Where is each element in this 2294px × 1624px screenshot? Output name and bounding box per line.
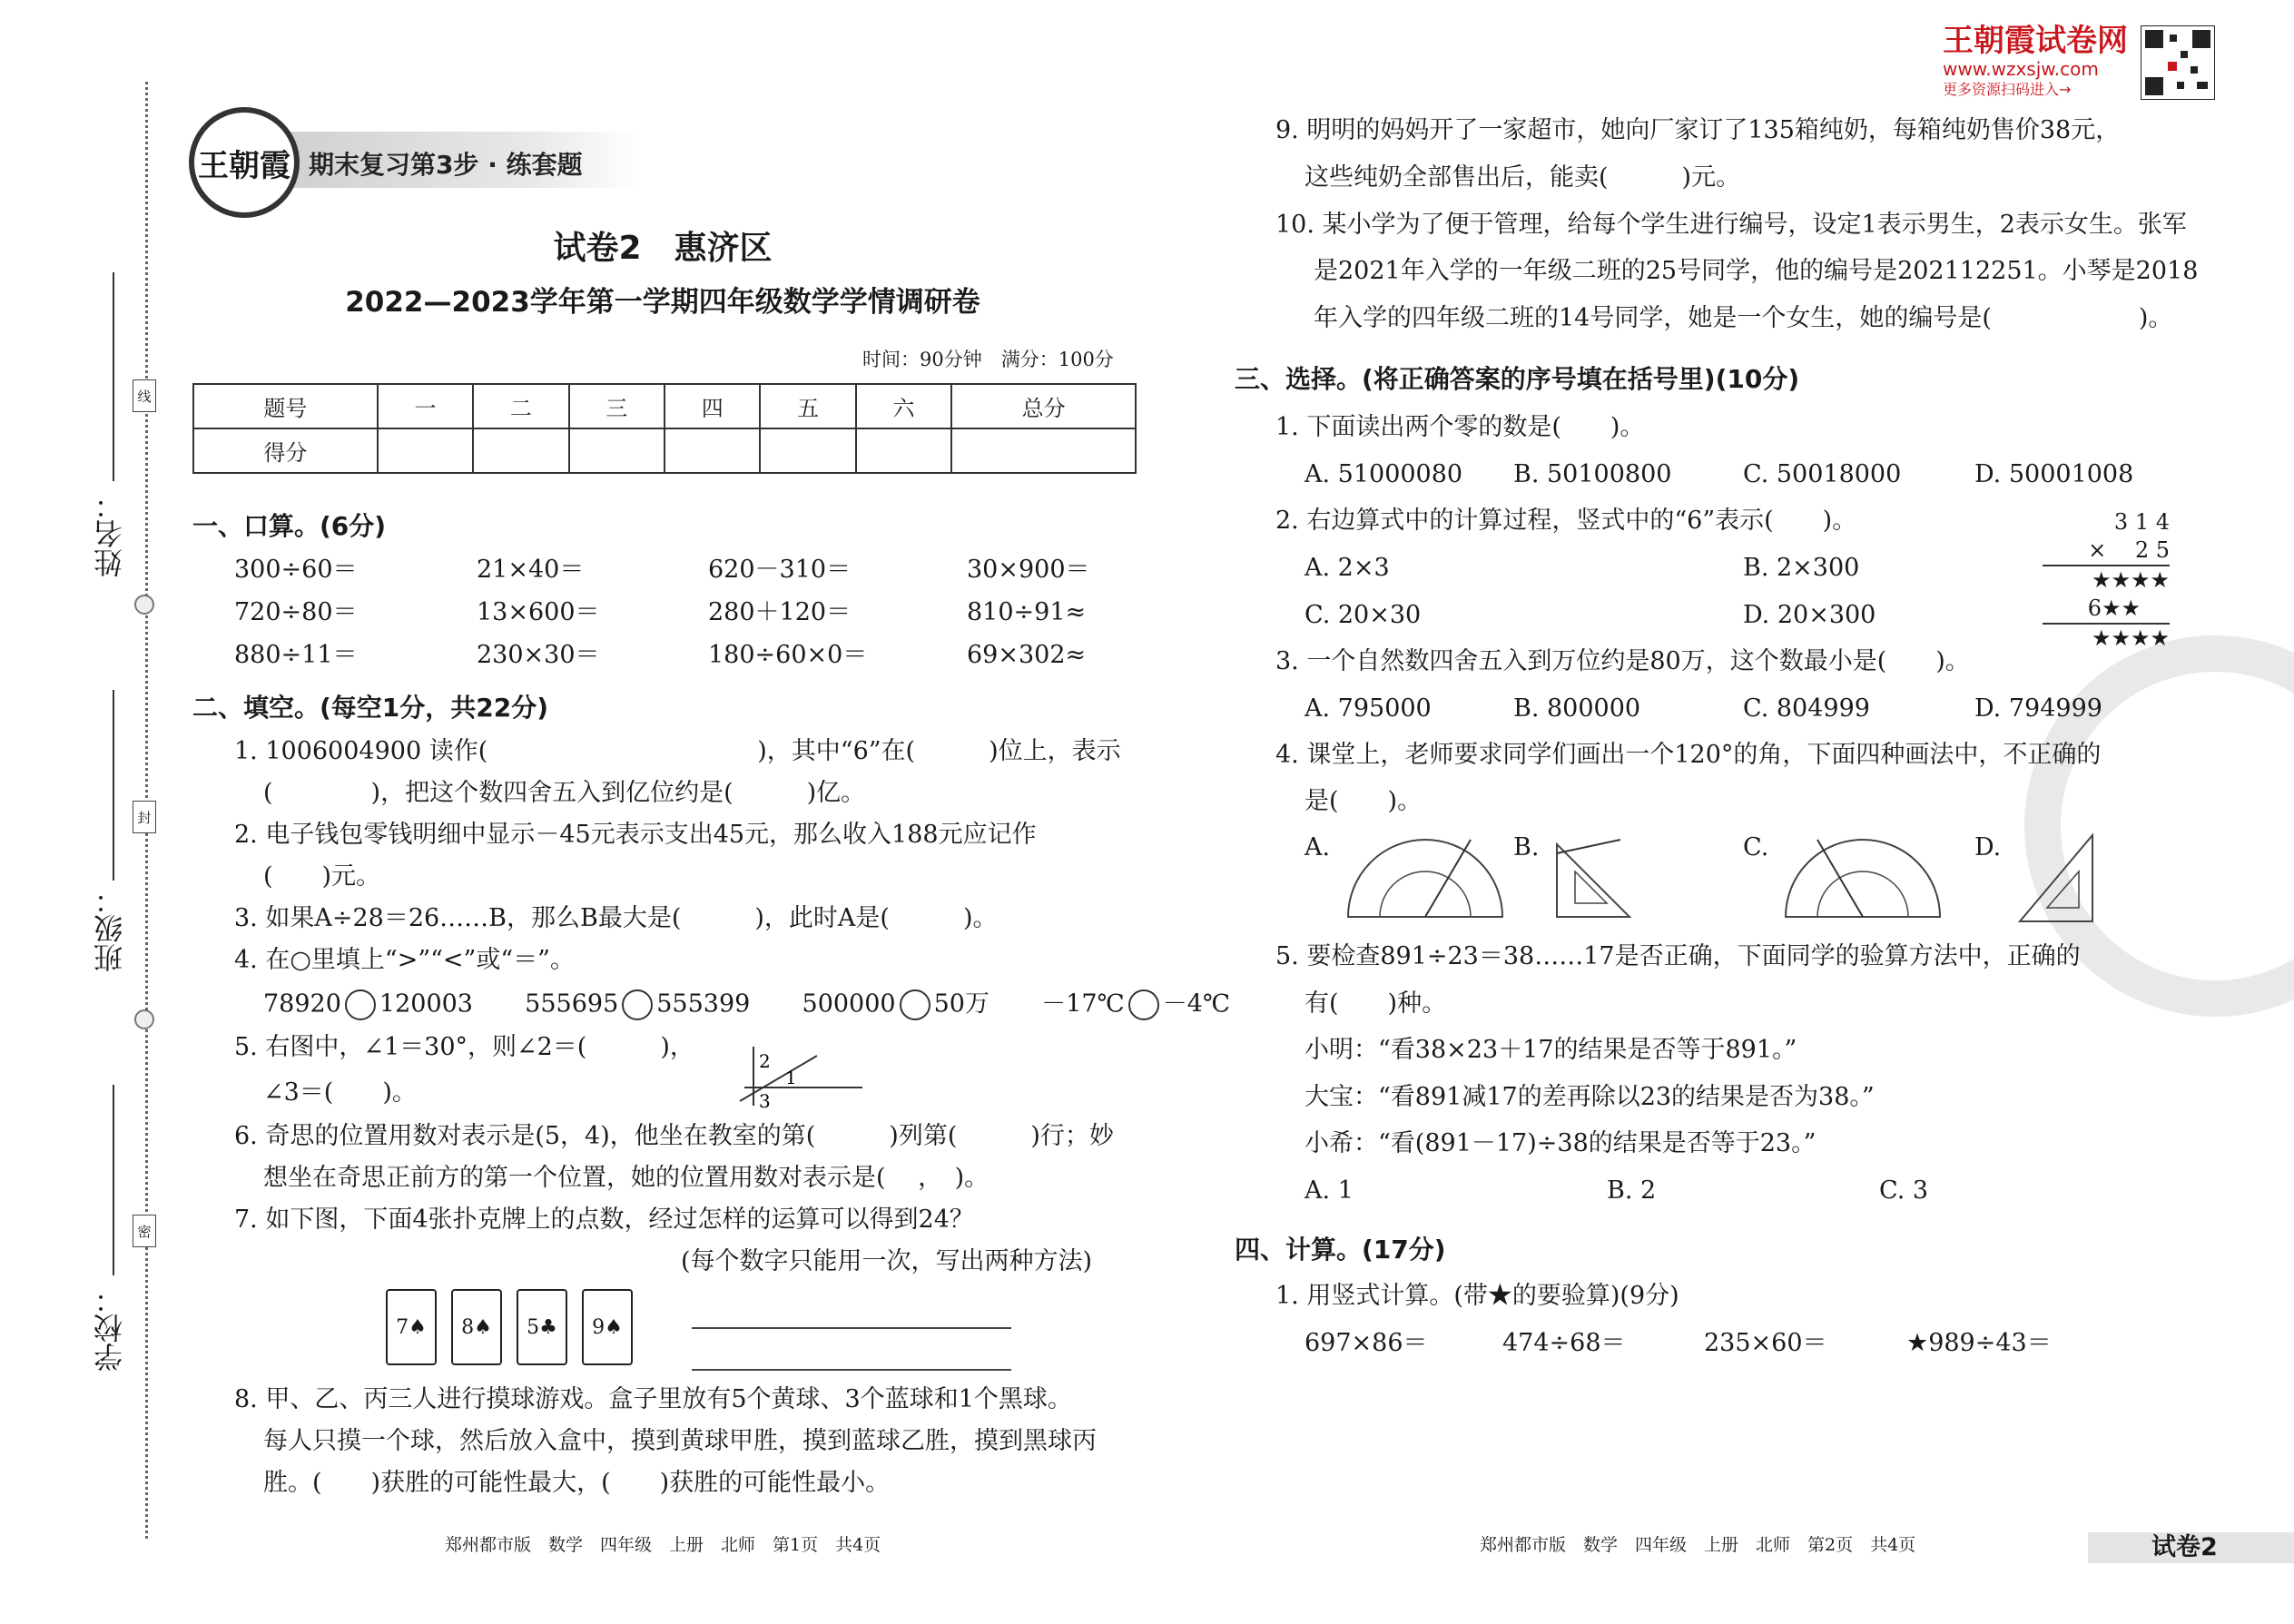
calc-item: 235×60＝ [1704, 1329, 1827, 1357]
fill-q5-line2: ∠3＝( )。 [263, 1078, 417, 1107]
fill-q1-line1: 1. 1006004900 读作( )，其中“6”在( )位上，表示 [234, 737, 1121, 765]
section-4-title: 四、计算。(17分) [1235, 1235, 1446, 1265]
angle-figure [735, 1042, 871, 1110]
paper-subtitle: 2022—2023学年第一学期四年级数学学情调研卷 [345, 286, 980, 319]
poker-card [386, 1289, 437, 1365]
compare-left: －17℃ [1041, 989, 1125, 1019]
qr-code-icon[interactable] [2141, 25, 2215, 100]
fill-q9-line2: 这些纯奶全部售出后，能卖( )元。 [1305, 163, 1741, 192]
fill-q2-line2: ( )元。 [263, 862, 381, 891]
compare-right: 120003 [379, 989, 473, 1019]
vm-row: 3 1 4 [2113, 509, 2170, 535]
mental-item: 300÷60＝ [234, 556, 358, 584]
score-input-cell[interactable] [665, 428, 760, 473]
vm-row: × 2 5 [2043, 536, 2170, 566]
choice-option[interactable]: D. 794999 [1974, 694, 2102, 723]
fill-q10-line3: 年入学的四年级二班的14号同学，她是一个女生，她的编号是( )。 [1314, 304, 2173, 332]
fill-q10-line2: 是2021年入学的一年级二班的25号同学，他的编号是202112251。小琴是2018 [1314, 257, 2199, 285]
choice-option[interactable]: C. 804999 [1743, 694, 1870, 723]
protractor-icon [1344, 831, 1507, 921]
binding-ring-icon [134, 595, 154, 615]
fill-q5-line1: 5. 右图中，∠1＝30°，则∠2＝( )， [234, 1033, 694, 1061]
choice-option[interactable]: B. 50100800 [1513, 460, 1672, 488]
compare-right: 555399 [656, 989, 751, 1019]
fill-q3: 3. 如果A÷28＝26……B，那么B最大是( )，此时A是( )。 [234, 904, 998, 932]
answer-line[interactable] [692, 1327, 1011, 1329]
brand-logo [189, 107, 300, 218]
compare-circle[interactable] [622, 989, 653, 1020]
name-label: 姓名： [93, 490, 127, 577]
score-cell: 一 [378, 384, 473, 428]
choice-q5-line2: 有( )种。 [1305, 989, 1447, 1018]
choice-q1: 1. 下面读出两个零的数是( )。 [1275, 413, 1645, 441]
choice-option[interactable]: D. 50001008 [1974, 460, 2134, 488]
vertical-multiplication [2043, 508, 2170, 653]
compare-circle[interactable] [345, 989, 376, 1020]
vm-row: 6★★ [2043, 595, 2170, 625]
fill-q8-line2: 每人只摸一个球，然后放入盒中，摸到黄球甲胜，摸到蓝球乙胜，摸到黑球丙 [263, 1427, 1097, 1455]
mental-item: 21×40＝ [477, 556, 585, 584]
angle-label-2: 2 [759, 1050, 771, 1072]
choice-option[interactable]: A. 1 [1305, 1176, 1354, 1205]
poker-card [582, 1289, 633, 1365]
section-2-title: 二、填空。(每空1分，共22分) [192, 693, 549, 723]
score-input-cell[interactable] [569, 428, 665, 473]
choice-option[interactable]: A. 51000080 [1305, 460, 1463, 488]
choice-option[interactable]: B. [1513, 833, 1540, 861]
school-label: 学校： [93, 1284, 127, 1372]
choice-q3: 3. 一个自然数四舍五入到万位约是80万，这个数最小是( )。 [1275, 647, 1970, 675]
choice-q5-line1: 5. 要检查891÷23＝38……17是否正确，下面同学的验算方法中，正确的 [1275, 942, 2081, 970]
mental-item: 720÷80＝ [234, 598, 358, 626]
poker-card [451, 1289, 502, 1365]
mental-item: 280＋120＝ [708, 598, 852, 626]
score-table [192, 383, 1137, 474]
angle-label-1: 1 [785, 1067, 797, 1088]
mental-item: 880÷11＝ [234, 641, 358, 669]
fill-q8-line3: 胜。( )获胜的可能性最大，( )获胜的可能性最小。 [263, 1469, 891, 1497]
class-label: 班级： [93, 885, 127, 972]
score-input-cell[interactable] [473, 428, 568, 473]
choice-option[interactable]: C. 50018000 [1743, 460, 1902, 488]
class-blank-line[interactable] [113, 690, 114, 881]
mental-item: 810÷91≈ [967, 598, 1087, 626]
binding-mark-line: 线 [133, 379, 156, 412]
fill-q7: 7. 如下图，下面4张扑克牌上的点数，经过怎样的运算可以得到24？ [234, 1206, 974, 1234]
choice-q5-xiaoxi: 小希：“看(891－17)÷38的结果是否等于23。” [1305, 1129, 1816, 1157]
score-cell: 五 [760, 384, 855, 428]
footer-left: 郑州都市版 数学 四年级 上册 北师 第1页 共4页 [445, 1535, 881, 1555]
choice-option[interactable]: A. [1305, 833, 1331, 861]
choice-q5-xiaoming: 小明：“看38×23＋17的结果是否等于891。” [1305, 1036, 1797, 1064]
score-input-cell[interactable] [951, 428, 1136, 473]
choice-q5-dabao: 大宝：“看891减17的差再除以23的结果是否为38。” [1305, 1083, 1875, 1111]
compare-left: 78920 [263, 989, 341, 1019]
choice-option[interactable]: A. 2×3 [1305, 554, 1390, 582]
vm-row: ★★★★ [2091, 567, 2170, 593]
choice-option[interactable]: C. 20×30 [1305, 601, 1422, 629]
choice-option[interactable]: C. 3 [1879, 1176, 1929, 1205]
choice-option[interactable]: D. [1974, 833, 2002, 861]
mental-item: 30×900＝ [967, 556, 1090, 584]
choice-option[interactable]: B. 800000 [1513, 694, 1641, 723]
fill-q2-line1: 2. 电子钱包零钱明细中显示－45元表示支出45元，那么收入188元应记作 [234, 821, 1037, 849]
fill-q4: 4. 在○里填上“>”“<”或“＝”。 [234, 946, 575, 974]
fill-q1-line2: ( )，把这个数四舍五入到亿位约是( )亿。 [263, 779, 866, 807]
fill-q8-line1: 8. 甲、乙、丙三人进行摸球游戏。盒子里放有5个黄球、3个蓝球和1个黑球。 [234, 1385, 1072, 1413]
calc-q1: 1. 用竖式计算。(带★的要验算)(9分) [1275, 1282, 1679, 1310]
paper-title: 试卷2 惠济区 [553, 230, 773, 267]
fill-q7-note: (每个数字只能用一次，写出两种方法) [681, 1247, 1093, 1275]
score-cell: 四 [665, 384, 760, 428]
mental-item: 180÷60×0＝ [708, 641, 868, 669]
compare-right: －4℃ [1162, 989, 1231, 1019]
section-1-title: 一、口算。(6分) [192, 511, 387, 541]
answer-line[interactable] [692, 1369, 1011, 1371]
binding-mark-secret: 密 [133, 1215, 156, 1247]
logo-text: 王朝霞 [198, 147, 290, 184]
choice-q2: 2. 右边算式中的计算过程，竖式中的“6”表示( )。 [1275, 507, 1857, 535]
card-face: 7♠ [396, 1315, 427, 1339]
choice-option[interactable]: C. [1743, 833, 1769, 861]
compare-circle[interactable] [1128, 989, 1159, 1020]
binding-ring-icon [134, 1009, 154, 1029]
paper-meta: 时间：90分钟 满分：100分 [862, 349, 1114, 370]
compare-left: 555695 [525, 989, 619, 1019]
score-cell: 得分 [193, 428, 378, 473]
mental-item: 13×600＝ [477, 598, 600, 626]
compare-left: 500000 [802, 989, 896, 1019]
score-input-cell[interactable] [760, 428, 855, 473]
choice-option[interactable]: B. 2 [1607, 1176, 1657, 1205]
compare-circle[interactable] [900, 989, 930, 1020]
mental-item: 620－310＝ [708, 556, 852, 584]
set-square-icon [2011, 831, 2102, 926]
score-cell: 三 [569, 384, 665, 428]
choice-q4-line2: 是( )。 [1305, 787, 1423, 815]
fill-q9-line1: 9. 明明的妈妈开了一家超市，她向厂家订了135箱纯奶，每箱纯奶售价38元， [1275, 116, 2121, 144]
fill-q6-line2: 想坐在奇思正前方的第一个位置，她的位置用数对表示是( ， )。 [263, 1164, 989, 1192]
protractor-icon [1781, 831, 1944, 921]
banner-text: 期末复习第3步 · 练套题 [309, 150, 583, 180]
calc-item: 697×86＝ [1305, 1329, 1428, 1357]
calc-item: ★989÷43＝ [1906, 1329, 2052, 1357]
vm-row: ★★★★ [2091, 625, 2170, 651]
calc-item: 474÷68＝ [1502, 1329, 1626, 1357]
set-square-icon [1548, 835, 1639, 926]
card-face: 9♠ [592, 1315, 623, 1339]
fill-q6-line1: 6. 奇思的位置用数对表示是(5，4)，他坐在教室的第( )列第( )行；妙 [234, 1122, 1114, 1150]
choice-option[interactable]: B. 2×300 [1743, 554, 1860, 582]
footer-right: 郑州都市版 数学 四年级 上册 北师 第2页 共4页 [1480, 1535, 1916, 1555]
compare-right: 50万 [933, 989, 989, 1019]
mental-item: 230×30＝ [477, 641, 600, 669]
poker-card [517, 1289, 567, 1365]
angle-label-3: 3 [759, 1090, 771, 1110]
score-cell: 总分 [951, 384, 1136, 428]
brand-tagline: 更多资源扫码进入→ [1943, 81, 2072, 98]
brand-url[interactable]: www.wzxsjw.com [1943, 58, 2099, 80]
compare-row [263, 989, 1230, 1020]
score-row-values[interactable] [193, 428, 1136, 473]
mental-item: 69×302≈ [967, 641, 1087, 669]
choice-q4-line1: 4. 课堂上，老师要求同学们画出一个120°的角，下面四种画法中，不正确的 [1275, 741, 2102, 769]
card-face: 5♣ [527, 1315, 557, 1339]
choice-option[interactable]: D. 20×300 [1743, 601, 1876, 629]
fill-q10-line1: 10. 某小学为了便于管理，给每个学生进行编号，设定1表示男生，2表示女生。张军 [1275, 211, 2187, 239]
score-cell: 六 [856, 384, 951, 428]
angle-line-diagonal [740, 1056, 817, 1101]
score-input-cell[interactable] [378, 428, 473, 473]
footer-badge: 试卷2 [2151, 1533, 2218, 1561]
score-cell: 题号 [193, 384, 378, 428]
score-cell: 二 [473, 384, 568, 428]
choice-option[interactable]: A. 795000 [1305, 694, 1432, 723]
school-blank-line[interactable] [113, 1085, 114, 1275]
brand-name: 王朝霞试卷网 [1943, 23, 2128, 59]
score-input-cell[interactable] [856, 428, 951, 473]
binding-mark-seal: 封 [133, 801, 156, 833]
section-3-title: 三、选择。(将正确答案的序号填在括号里)(10分) [1235, 364, 1800, 394]
score-row-header [193, 384, 1136, 428]
card-face: 8♠ [461, 1315, 492, 1339]
